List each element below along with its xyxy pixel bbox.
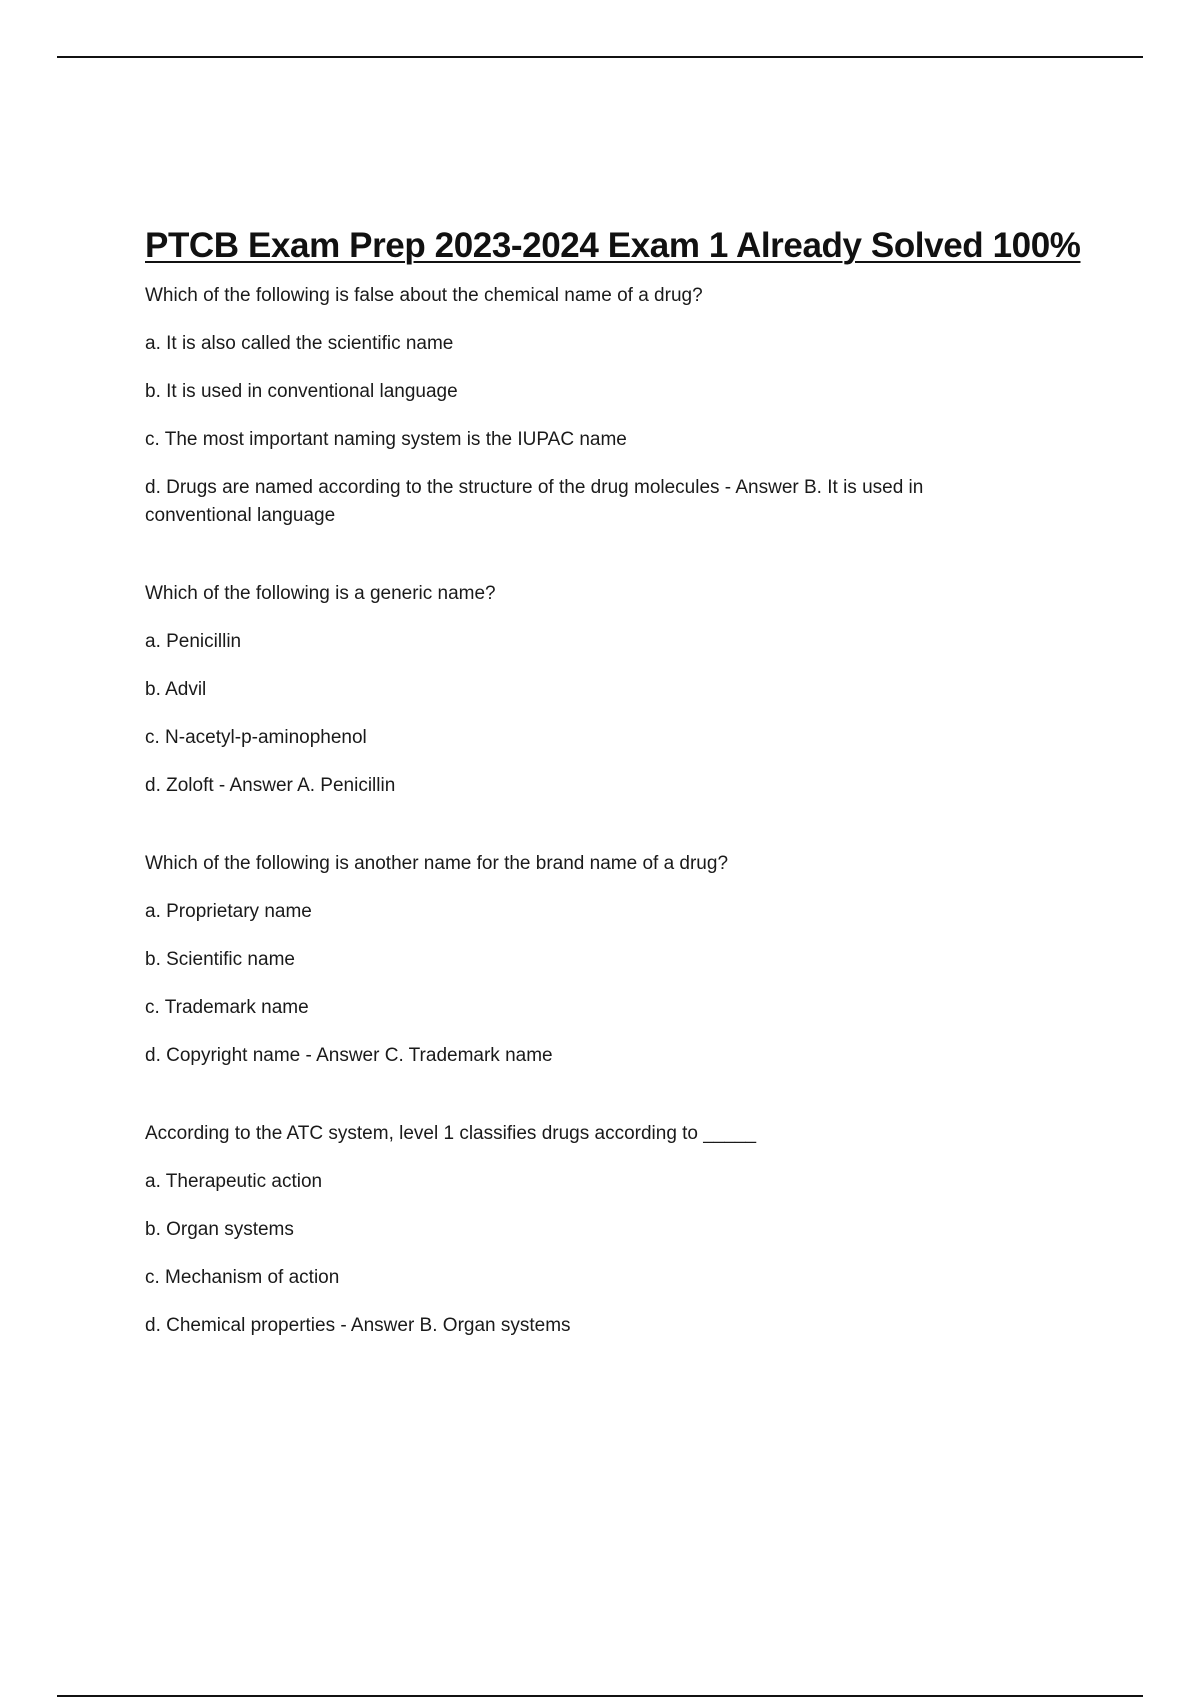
document-title: PTCB Exam Prep 2023-2024 Exam 1 Already Solved 100% — [145, 226, 1081, 265]
answer-option: c. The most important naming system is the IUPAC name — [145, 429, 627, 450]
header-rule — [57, 56, 1143, 58]
answer-option: a. Therapeutic action — [145, 1171, 323, 1192]
answer-option: a. Penicillin — [145, 631, 242, 652]
question-block — [145, 850, 1025, 1070]
answer-option: a. Proprietary name — [145, 901, 312, 922]
answer-option: b. Organ systems — [145, 1219, 294, 1240]
question-prompt: Which of the following is another name for the brand name of a drug? — [145, 853, 729, 874]
footer-rule — [57, 1695, 1143, 1697]
answer-option: b. Scientific name — [145, 949, 295, 970]
answer-option: a. It is also called the scientific name — [145, 333, 454, 354]
question-block — [145, 1120, 1025, 1340]
question-prompt: Which of the following is false about the chemical name of a drug? — [145, 285, 703, 306]
question-prompt: Which of the following is a generic name? — [145, 583, 496, 604]
question-block — [145, 580, 1025, 800]
answer-option: c. N-acetyl-p-aminophenol — [145, 727, 367, 748]
answer-option: b. Advil — [145, 679, 207, 700]
question-block — [145, 282, 1025, 530]
document-body — [145, 226, 1081, 1340]
answer-option: b. It is used in conventional language — [145, 381, 458, 402]
answer-option: c. Mechanism of action — [145, 1267, 340, 1288]
answer-option: c. Trademark name — [145, 997, 309, 1018]
answer-option: d. Drugs are named according to the structure of the drug molecules - Answer B. It is used in conventional language — [145, 477, 924, 526]
answer-option: d. Zoloft - Answer A. Penicillin — [145, 775, 396, 796]
question-prompt: According to the ATC system, level 1 classifies drugs according to _____ — [145, 1123, 757, 1144]
answer-option: d. Copyright name - Answer C. Trademark name — [145, 1045, 553, 1066]
answer-option: d. Chemical properties - Answer B. Organ systems — [145, 1315, 571, 1336]
